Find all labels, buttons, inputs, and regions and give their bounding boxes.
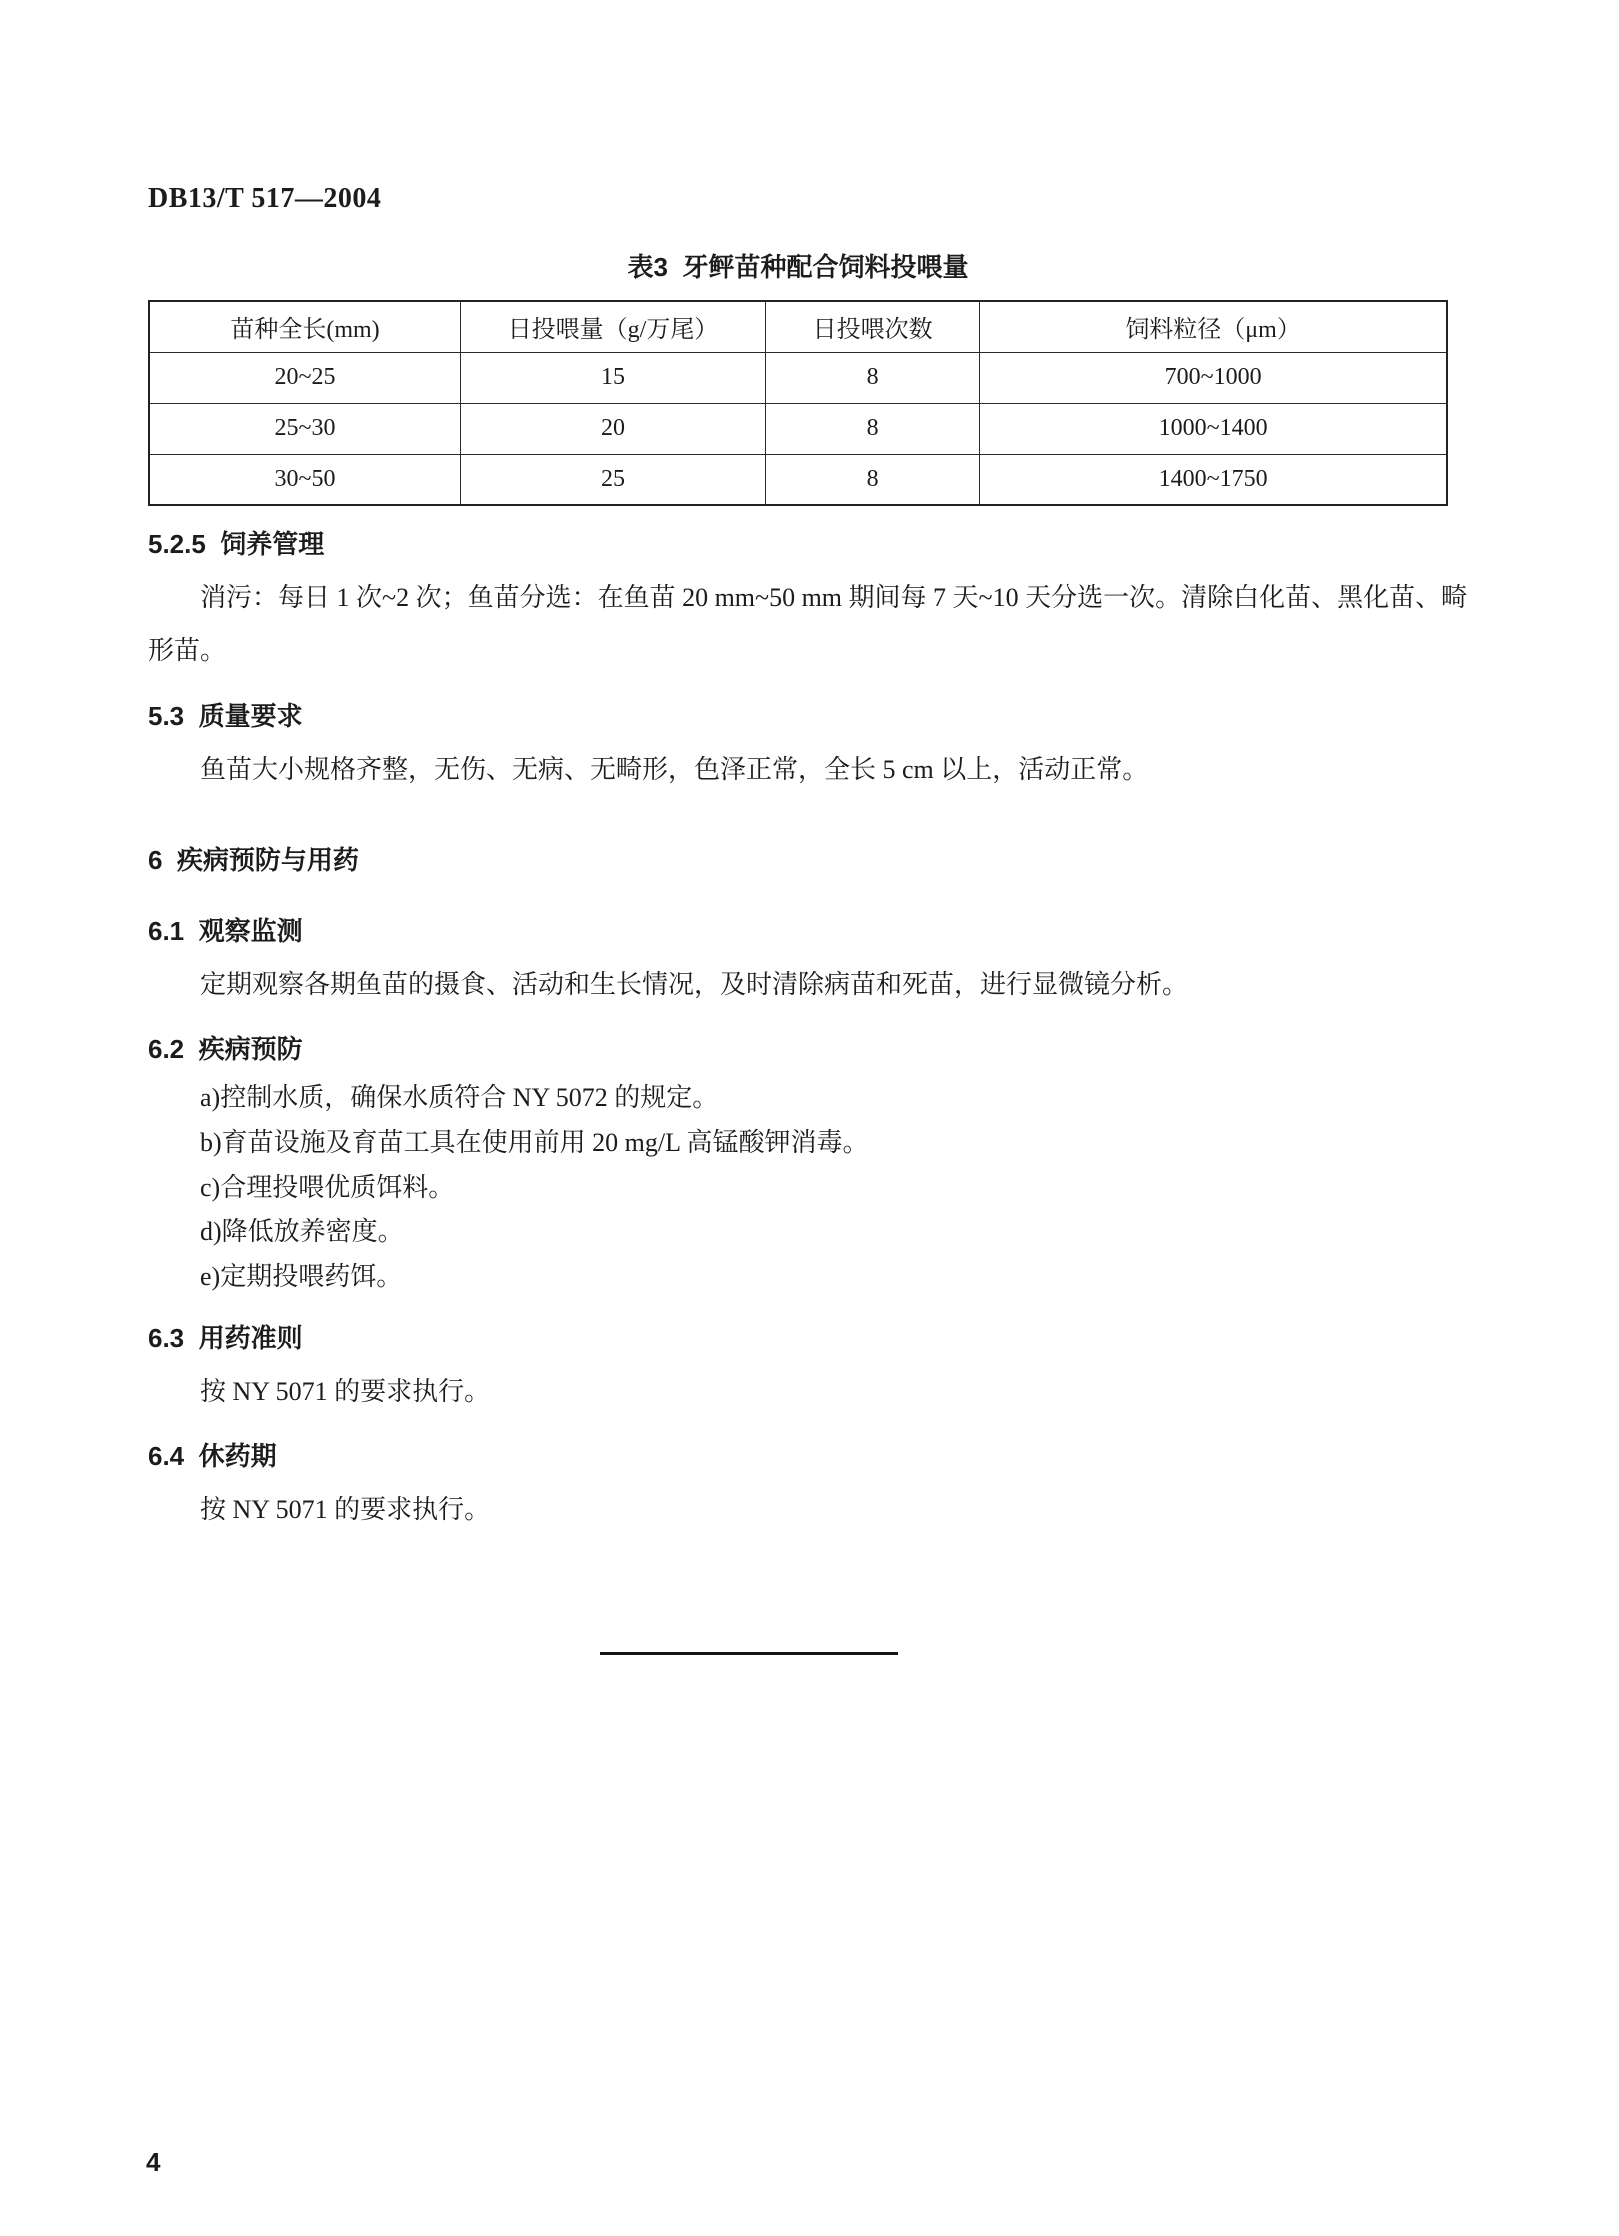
heading-6-3: 6.3 用药准则	[148, 1322, 303, 1353]
paragraph-6-3: 按 NY 5071 的要求执行。	[200, 1376, 491, 1406]
page-content	[148, 183, 1493, 1655]
column-header-daily-feed-amount: 日投喂量（g/万尾）	[461, 301, 766, 352]
column-header-pellet-size: 饲料粒径（μm）	[980, 301, 1447, 352]
heading-6-1: 6.1 观察监测	[148, 915, 303, 946]
heading-5-3: 5.3 质量要求	[148, 700, 303, 731]
table-header-row	[149, 301, 1447, 352]
heading-6: 6 疾病预防与用药	[148, 844, 359, 875]
list-item-d: d)降低放养密度。	[200, 1217, 404, 1247]
table-cell: 15	[461, 352, 766, 403]
table-cell: 20~25	[149, 352, 461, 403]
standard-number: DB13/T 517—2004	[148, 183, 382, 214]
paragraph-6-4: 按 NY 5071 的要求执行。	[200, 1495, 491, 1525]
column-header-daily-feed-times: 日投喂次数	[766, 301, 980, 352]
heading-5-2-5: 5.2.5 饲养管理	[148, 529, 325, 559]
table-row	[149, 403, 1447, 454]
list-item-b: b)育苗设施及育苗工具在使用前用 20 mg/L 高锰酸钾消毒。	[200, 1127, 869, 1157]
heading-6-4: 6.4 休药期	[148, 1441, 277, 1472]
paragraph-5-3: 鱼苗大小规格齐整，无伤、无病、无畸形，色泽正常，全长 5 cm 以上，活动正常。	[200, 754, 1149, 784]
column-header-fry-length: 苗种全长(mm)	[149, 301, 461, 352]
list-item-e: e)定期投喂药饵。	[200, 1262, 403, 1292]
table-cell: 8	[766, 403, 980, 454]
table-cell: 25~30	[149, 403, 461, 454]
paragraph-6-1: 定期观察各期鱼苗的摄食、活动和生长情况，及时清除病苗和死苗，进行显微镜分析。	[200, 969, 1189, 999]
page-number: 4	[146, 2147, 161, 2177]
table-cell: 25	[461, 454, 766, 505]
table-cell: 700~1000	[980, 352, 1447, 403]
table-cell: 8	[766, 352, 980, 403]
list-item-c: c)合理投喂优质饵料。	[200, 1172, 455, 1202]
table-title: 表3 牙鲆苗种配合饲料投喂量	[627, 252, 969, 282]
table-cell: 30~50	[149, 454, 461, 505]
document-sections	[148, 524, 1493, 1655]
table-cell: 1000~1400	[980, 403, 1447, 454]
feed-rate-table	[148, 300, 1448, 506]
table-row	[149, 352, 1447, 403]
table-cell: 1400~1750	[980, 454, 1447, 505]
heading-6-2: 6.2 疾病预防	[148, 1034, 303, 1065]
list-item-a: a)控制水质，确保水质符合 NY 5072 的规定。	[200, 1083, 719, 1113]
paragraph-5-2-5: 消污：每日 1 次~2 次；鱼苗分选：在鱼苗 20 mm~50 mm 期间每 7 天~10 天分选一次。清除白化苗、黑化苗、畸形苗。	[148, 583, 1468, 666]
end-of-document-rule	[600, 1652, 898, 1655]
table-cell: 20	[461, 403, 766, 454]
table-row	[149, 454, 1447, 505]
table-cell: 8	[766, 454, 980, 505]
